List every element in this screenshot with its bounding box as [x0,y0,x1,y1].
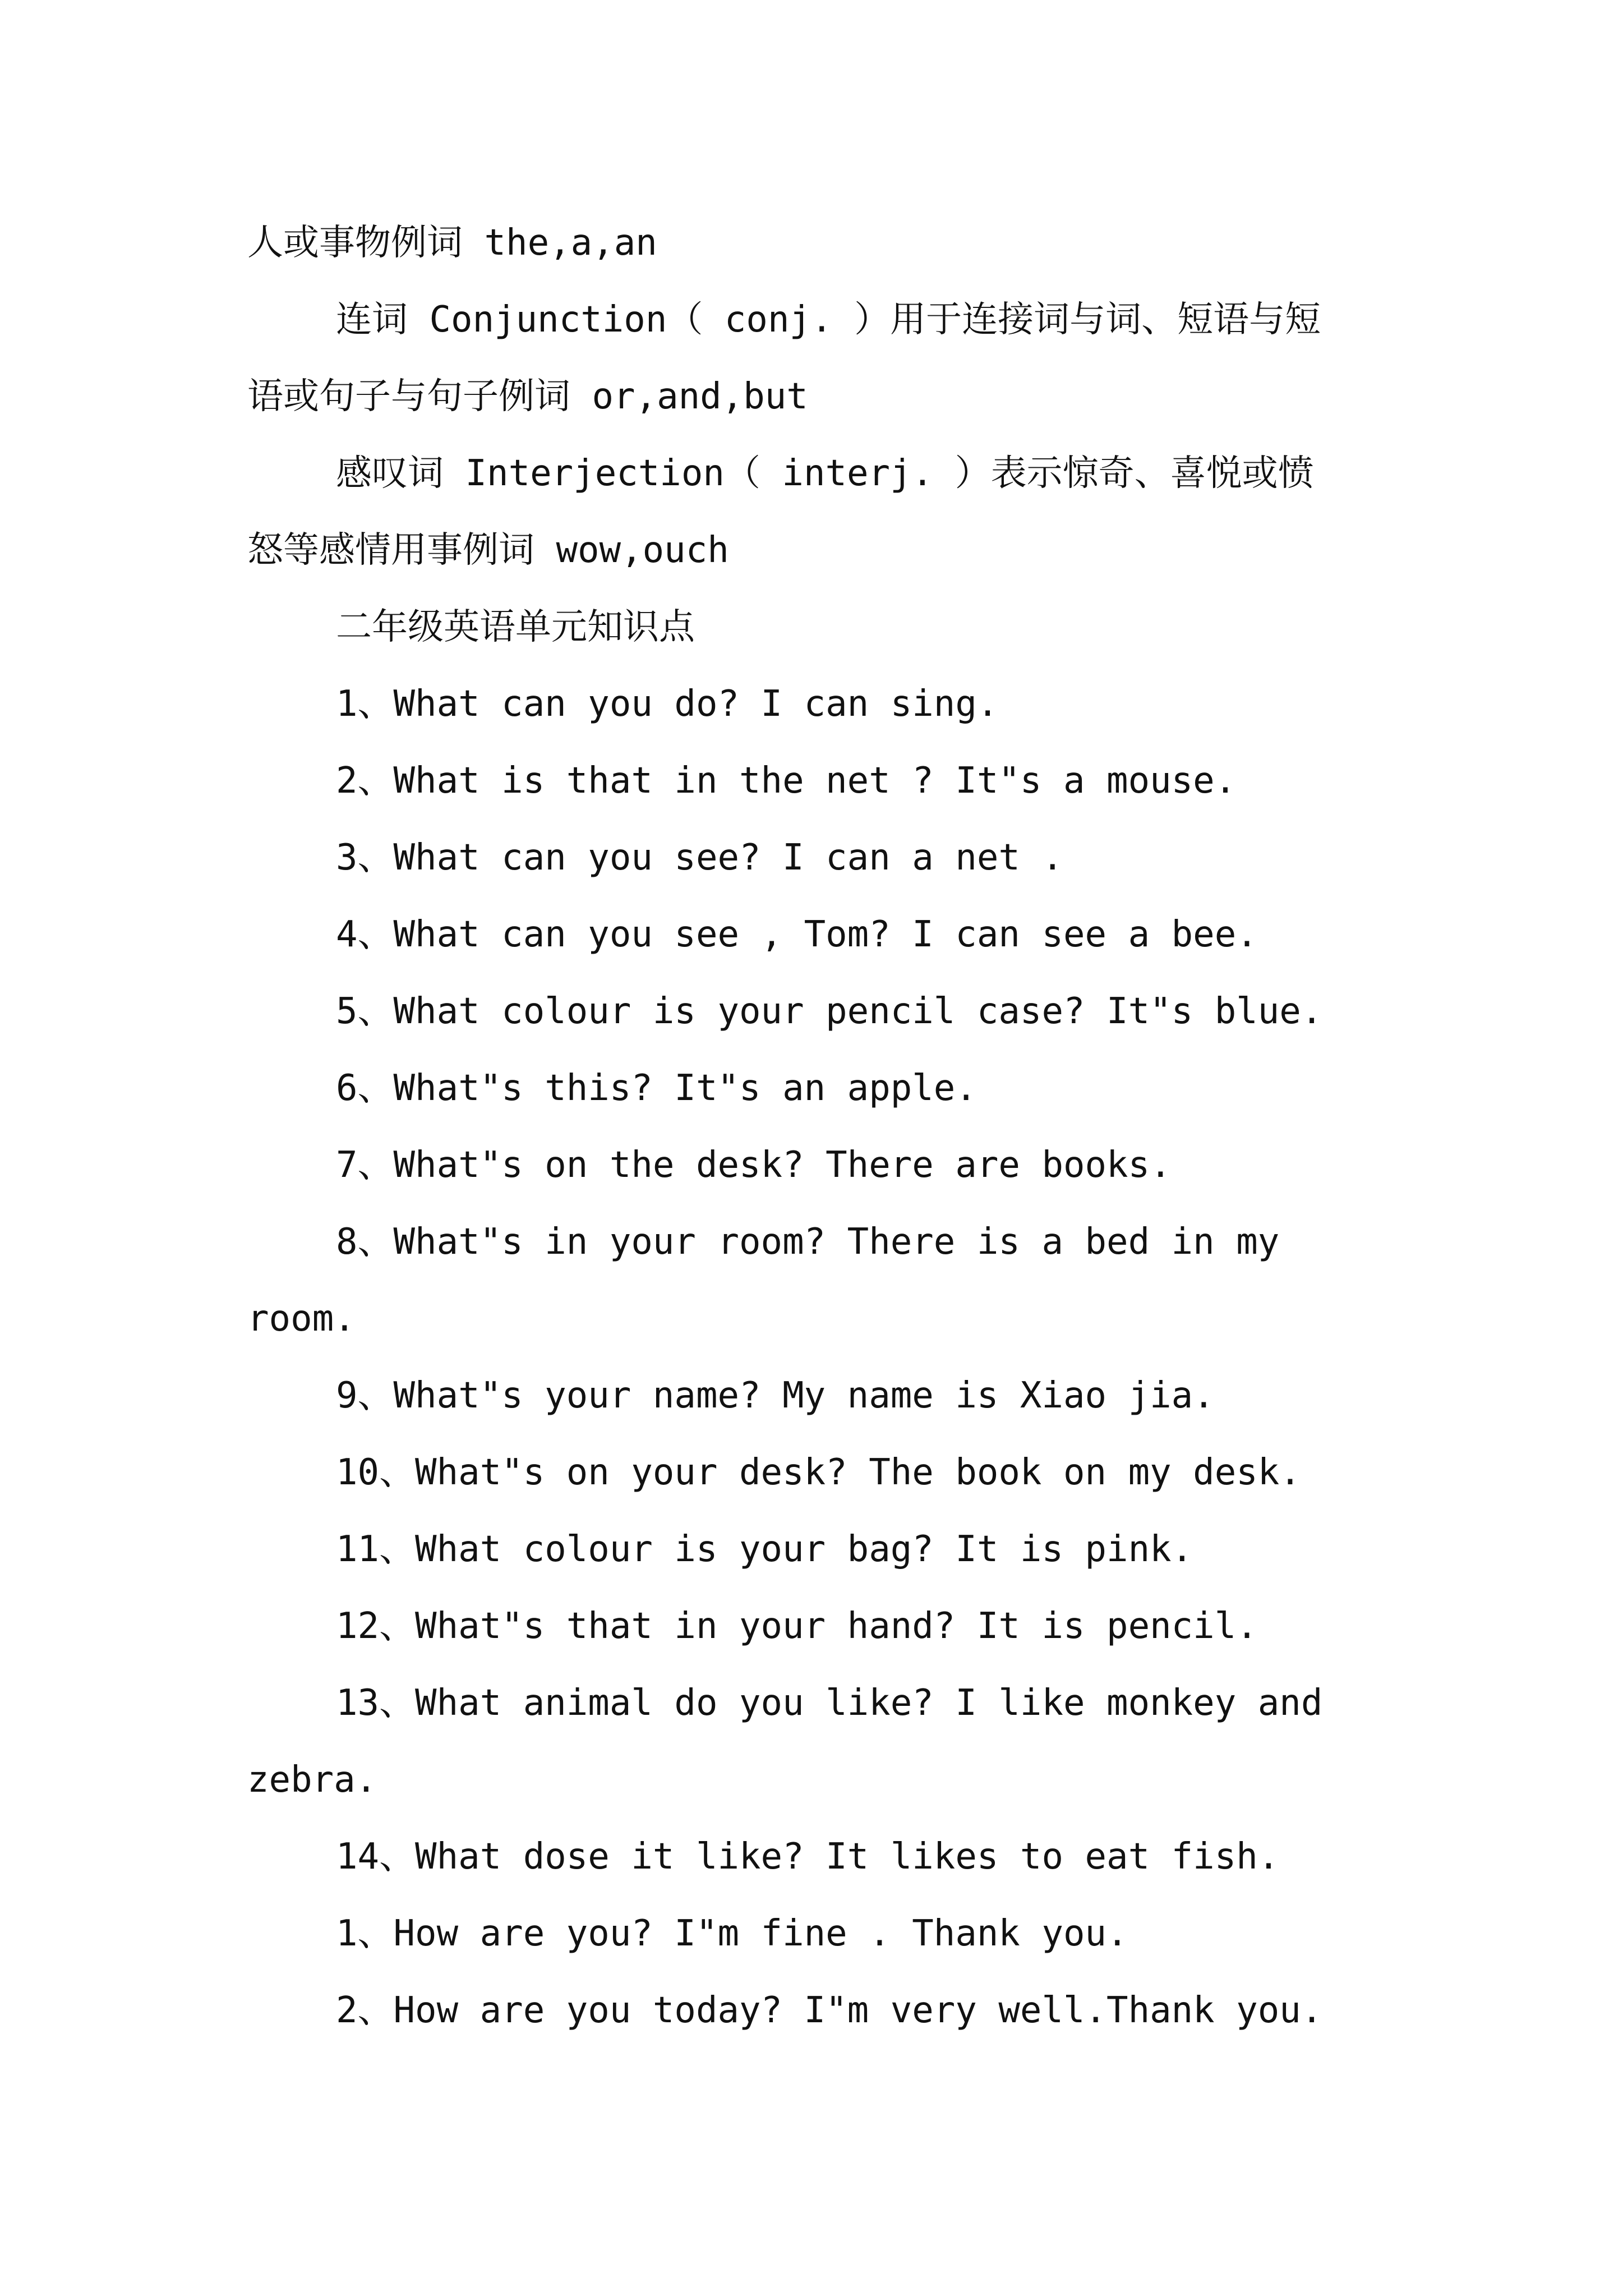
text-line: 2、How are you today? I"m very well.Thank you. [336,1990,1323,2031]
text-line: 9、What"s your name? My name is Xiao jia. [336,1375,1215,1416]
text-line: 11、What colour is your bag? It is pink. [336,1529,1193,1570]
text-line: 感叹词 Interjection（ interj. ）表示惊奇、喜悦或愤 [336,453,1314,494]
text-line: 1、What can you do? I can sing. [336,683,999,725]
text-line: 4、What can you see , Tom? I can see a bee. [336,914,1258,955]
text-line: 5、What colour is your pencil case? It"s blue. [336,991,1323,1032]
text-line: 1、How are you? I"m fine . Thank you. [336,1913,1128,1954]
text-line: 3、What can you see? I can a net . [336,837,1063,878]
text-line: 人或事物例词 the,a,an [247,222,657,264]
text-line: 8、What"s in your room? There is a bed in my [336,1221,1280,1263]
text-line: 10、What"s on your desk? The book on my desk. [336,1452,1301,1493]
text-line: room. [247,1298,356,1340]
text-line: 2、What is that in the net ? It"s a mouse. [336,760,1237,802]
text-line: 二年级英语单元知识点 [336,606,695,648]
text-line: 语或句子与句子例词 or,and,but [247,376,808,417]
document-body [247,205,1391,2049]
text-line: 12、What"s that in your hand? It is pencil. [336,1605,1258,1647]
text-line: 14、What dose it like? It likes to eat fish. [336,1836,1280,1878]
text-line: 7、What"s on the desk? There are books. [336,1144,1172,1186]
text-line: zebra. [247,1759,377,1801]
text-line: 13、What animal do you like? I like monkey and [336,1682,1323,1724]
text-line: 6、What"s this? It"s an apple. [336,1068,977,1109]
text-line: 怒等感情用事例词 wow,ouch [247,530,729,571]
text-line: 连词 Conjunction（ conj. ）用于连接词与词、短语与短 [336,299,1321,341]
